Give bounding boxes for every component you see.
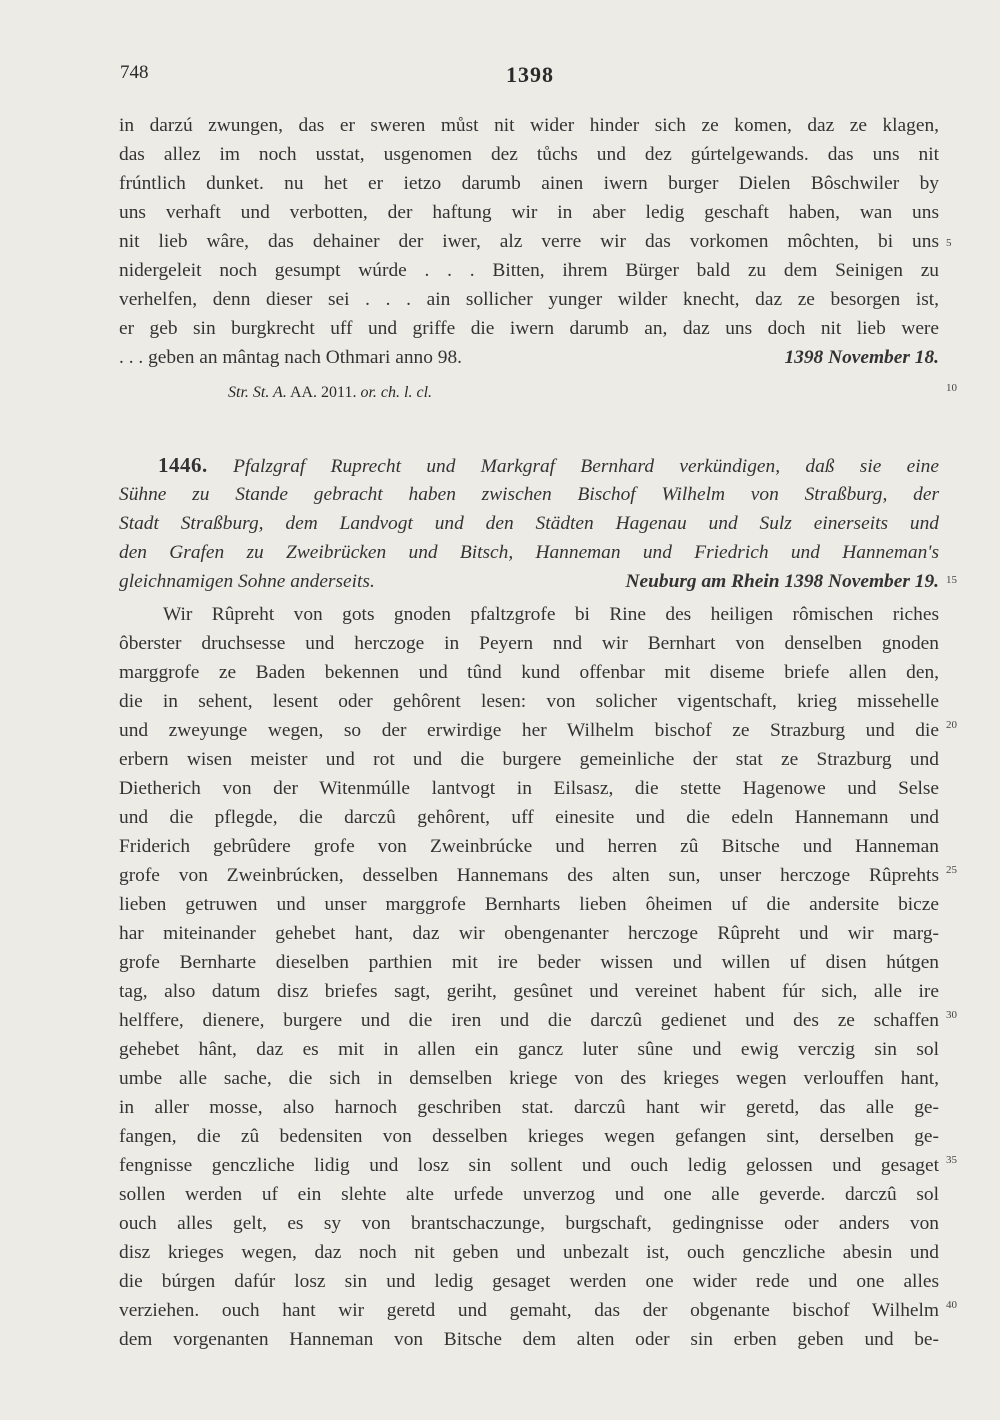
text-line: marggrofe ze Baden bekennen und tûnd kund offenbar mit diseme briefe allen den, [119, 662, 939, 683]
source-form: or. ch. l. cl. [360, 384, 433, 401]
text-line: das allez im noch usstat, usgenomen dez tůchs und dez gúrtelgewands. das uns nit [119, 144, 939, 165]
text-line: umbe alle sache, die sich in demselben kriege von des krieges wegen verlouffen hant, [119, 1068, 939, 1089]
text-line: Wir Rûpreht von gots gnoden pfaltzgrofe bi Rine des heiligen rômischen riches [163, 604, 939, 625]
regest-line: den Grafen zu Zweibrücken und Bitsch, Hanneman und Friedrich und Hanneman's [119, 542, 939, 563]
source-reference [228, 384, 432, 402]
line-number: 10 [946, 382, 957, 394]
text-line: grofe Bernharte dieselben parthien mit ire beder wissen und willen uf disen hútgen [119, 952, 939, 973]
text-line: und zweyunge wegen, so der erwirdige her Wilhelm bischof ze Strazburg und die [119, 720, 939, 741]
text-line: gehebet hânt, daz es mit in allen ein gancz luter sûne und ewig verczig sin sol [119, 1039, 939, 1060]
closing-line [119, 343, 939, 372]
text-line: frúntlich dunket. nu het er ietzo darumb ainen iwern burger Dielen Bôschwiler by [119, 173, 939, 194]
text-line: uns verhaft und verbotten, der haftung wir in aber ledig geschaft haben, wan uns [119, 202, 939, 223]
line-number: 20 [946, 719, 957, 731]
document-date: 1398 November 18. [784, 347, 939, 368]
line-number: 35 [946, 1154, 957, 1166]
source-signature: AA. 2011. [286, 384, 361, 401]
text-line: Dietherich von der Witenmúlle lantvogt in Eilsasz, die stette Hagenowe und Selse [119, 778, 939, 799]
text-line: erbern wisen meister und rot und die burgere gemeinliche der stat ze Strazburg und [119, 749, 939, 770]
line-number: 5 [946, 237, 952, 249]
text-line: und die pflegde, die darczû gehôrent, uff einesite und die edeln Hannemann und [119, 807, 939, 828]
text-line: die búrgen dafúr losz sin und ledig gesaget werden one wider rede und one alles [119, 1271, 939, 1292]
text-line: fangen, die zû bedensiten von desselben krieges wegen gefangen sint, derselben ge- [119, 1126, 939, 1147]
line-number: 30 [946, 1009, 957, 1021]
line-number: 40 [946, 1299, 957, 1311]
line-number: 25 [946, 864, 957, 876]
text-line: sollen werden uf ein slehte alte urfede unverzog und one alle geverde. darczû sol [119, 1184, 939, 1205]
text-line: dem vorgenanten Hanneman von Bitsche dem alten oder sin erben geben und be- [119, 1329, 939, 1350]
text-line: er geb sin burgkrecht uff und griffe die iwern darumb an, daz uns doch nit lieb were [119, 318, 939, 339]
text-line: tag, also datum disz briefes sagt, geriht, gesûnet und vereinet habent fúr sich, alle ire [119, 981, 939, 1002]
text-line: nidergeleit noch gesumpt wúrde . . . Bitten, ihrem Bürger bald zu dem Seinigen zu [119, 260, 939, 281]
text-line: in aller mosse, also harnoch geschriben stat. darczû hant wir geretd, das alle ge- [119, 1097, 939, 1118]
page-number: 748 [120, 62, 149, 83]
regest-line: Stadt Straßburg, dem Landvogt und den Städten Hagenau und Sulz einerseits und [119, 513, 939, 534]
text-line: grofe von Zweinbrúcken, desselben Hannemans des alten sun, unser herczoge Rûprehts [119, 865, 939, 886]
source-archive: Str. St. A. [228, 384, 287, 401]
text-line: disz krieges wegen, daz noch nit geben und unbezalt ist, ouch genczliche abesin und [119, 1242, 939, 1263]
text-line: lieben getruwen und unser marggrofe Bernharts lieben ôheimen uf die andersite bicze [119, 894, 939, 915]
text-line: ôberster druchsesse und herczoge in Peyern nnd wir Bernhart von denselben gnoden [119, 633, 939, 654]
text-line: ouch alles gelt, es sy von brantschaczunge, burgschaft, gedingnisse oder anders von [119, 1213, 939, 1234]
regest-text: gleichnamigen Sohne anderseits. [119, 571, 375, 592]
text-line: verziehen. ouch hant wir geretd und gemaht, das der obgenante bischof Wilhelm [119, 1300, 939, 1321]
text-line: helffere, dienere, burgere und die iren und die darczû gedienet und des ze schaffen [119, 1010, 939, 1031]
regest-first-line [158, 451, 939, 480]
running-year: 1398 [506, 62, 554, 87]
regest-text: Pfalzgraf Ruprecht und Markgraf Bernhard verkündigen, daß sie eine [233, 456, 939, 477]
regest-last-line [119, 567, 939, 596]
document-number: 1446. [158, 453, 208, 477]
text-line: die in sehent, lesent oder gehôrent lesen: von solicher vigentschaft, krieg missehelle [119, 691, 939, 712]
place-and-date: Neuburg am Rhein 1398 November 19. [625, 571, 939, 592]
closing-text: . . . geben an mântag nach Othmari anno 98. [119, 347, 463, 368]
line-number: 15 [946, 574, 957, 586]
regest-line: Sühne zu Stande gebracht haben zwischen Bischof Wilhelm von Straßburg, der [119, 484, 939, 505]
text-line: fengnisse genczliche lidig und losz sin sollent und ouch ledig gelossen und gesaget [119, 1155, 939, 1176]
text-line: har miteinander gehebet hant, daz wir obengenanter herczoge Rûpreht und wir marg- [119, 923, 939, 944]
text-line: nit lieb wâre, das dehainer der iwer, alz verre wir das vorkomen môchten, bi uns [119, 231, 939, 252]
text-line: verhelfen, denn dieser sei . . . ain sollicher yunger wilder knecht, daz ze besorgen ist, [119, 289, 939, 310]
text-line: Friderich gebrûdere grofe von Zweinbrúcke und herren zû Bitsche und Hanneman [119, 836, 939, 857]
running-head [120, 62, 940, 92]
text-line: in darzú zwungen, das er sweren můst nit wider hinder sich ze komen, daz ze klagen, [119, 115, 939, 136]
